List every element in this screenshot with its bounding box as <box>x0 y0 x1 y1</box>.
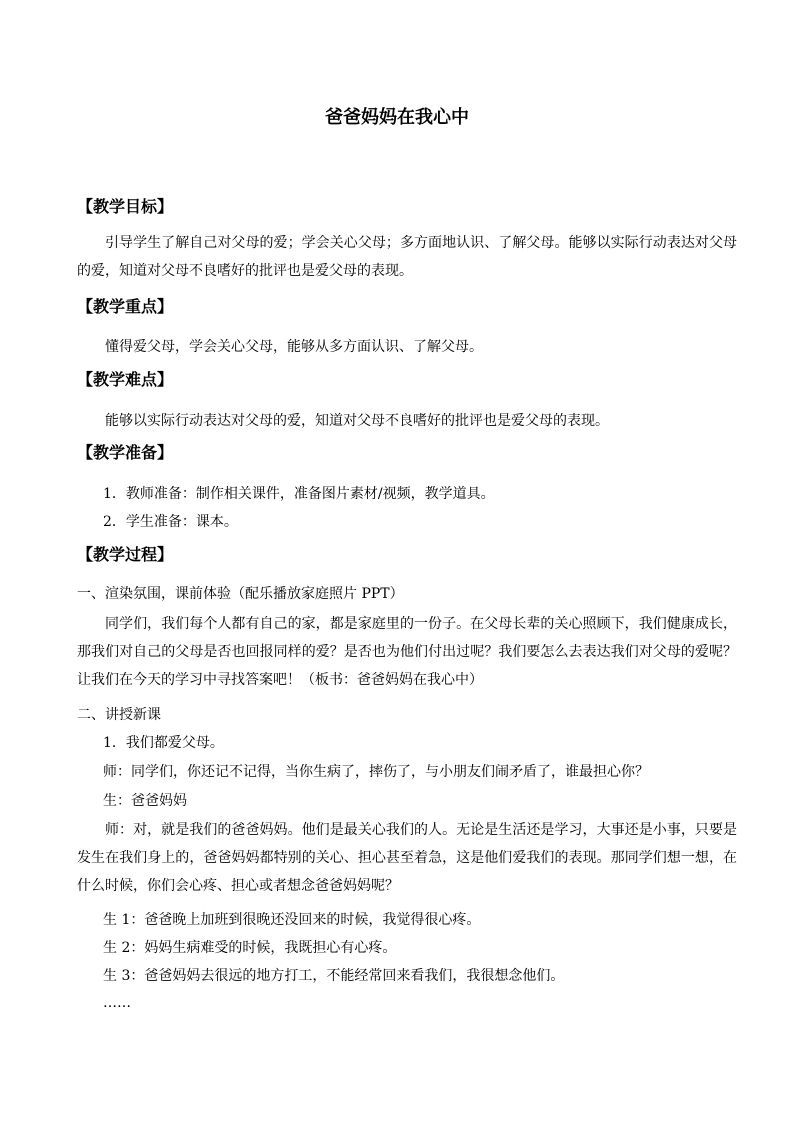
teacher-question: 师：同学们，你还记不记得，当你生病了，摔伤了，与小朋友们闹矛盾了，谁最担心你？ <box>103 764 649 780</box>
preparation-item-student: 2．学生准备：课本。 <box>103 514 238 530</box>
ellipsis: …… <box>103 995 131 1011</box>
teacher-explanation: 师：对，就是我们的爸爸妈妈。他们是最关心我们的人。无论是生活还是学习，大事还是小事，只要是发生在我们身上的，爸爸妈妈都特别的关心、担心甚至着急，这是他们爱我们的表现。那同学们想一想，在什么时候，你们会心疼、担心或者想念爸爸妈妈呢？ <box>77 822 737 894</box>
heading-teaching-difficulty: 【教学难点】 <box>77 370 174 389</box>
student-2-response: 生 2：妈妈生病难受的时候，我既担心有心疼。 <box>103 940 397 956</box>
heading-teaching-preparation: 【教学准备】 <box>77 443 174 462</box>
process-part2-title: 二、讲授新课 <box>77 707 161 723</box>
student-answer: 生：爸爸妈妈 <box>103 793 187 809</box>
teaching-focus-text: 懂得爱父母，学会关心父母，能够从多方面认识、了解父母。 <box>105 339 483 355</box>
heading-teaching-focus: 【教学重点】 <box>77 297 174 316</box>
process-part2-subtitle: 1．我们都爱父母。 <box>103 735 224 751</box>
preparation-item-teacher: 1．教师准备：制作相关课件，准备图片素材/视频，教学道具。 <box>103 486 495 502</box>
student-1-response: 生 1：爸爸晚上加班到很晚还没回来的时候，我觉得很心疼。 <box>103 912 481 928</box>
heading-teaching-process: 【教学过程】 <box>77 545 174 564</box>
document-title: 爸爸妈妈在我心中 <box>325 107 469 128</box>
heading-teaching-goals: 【教学目标】 <box>77 197 174 216</box>
process-part1-title: 一、渲染氛围，课前体验（配乐播放家庭照片 PPT） <box>77 586 404 602</box>
process-part1-text: 同学们，我们每个人都有自己的家，都是家庭里的一份子。在父母长辈的关心照顾下，我们健康成长，那我们对自己的父母是否也回报同样的爱？是否也为他们付出过呢？我们要怎么去表达我们对父母的爱呢？让我们在今天的学习中寻找答案吧！（板书：爸爸妈妈在我心中） <box>77 616 737 688</box>
teaching-goals-text: 引导学生了解自己对父母的爱；学会关心父母；多方面地认识、了解父母。能够以实际行动表达对父母的爱，知道对父母不良嗜好的批评也是爱父母的表现。 <box>77 235 737 279</box>
student-3-response: 生 3：爸爸妈妈去很远的地方打工，不能经常回来看我们，我很想念他们。 <box>103 968 565 984</box>
teaching-difficulty-text: 能够以实际行动表达对父母的爱，知道对父母不良嗜好的批评也是爱父母的表现。 <box>105 413 609 429</box>
